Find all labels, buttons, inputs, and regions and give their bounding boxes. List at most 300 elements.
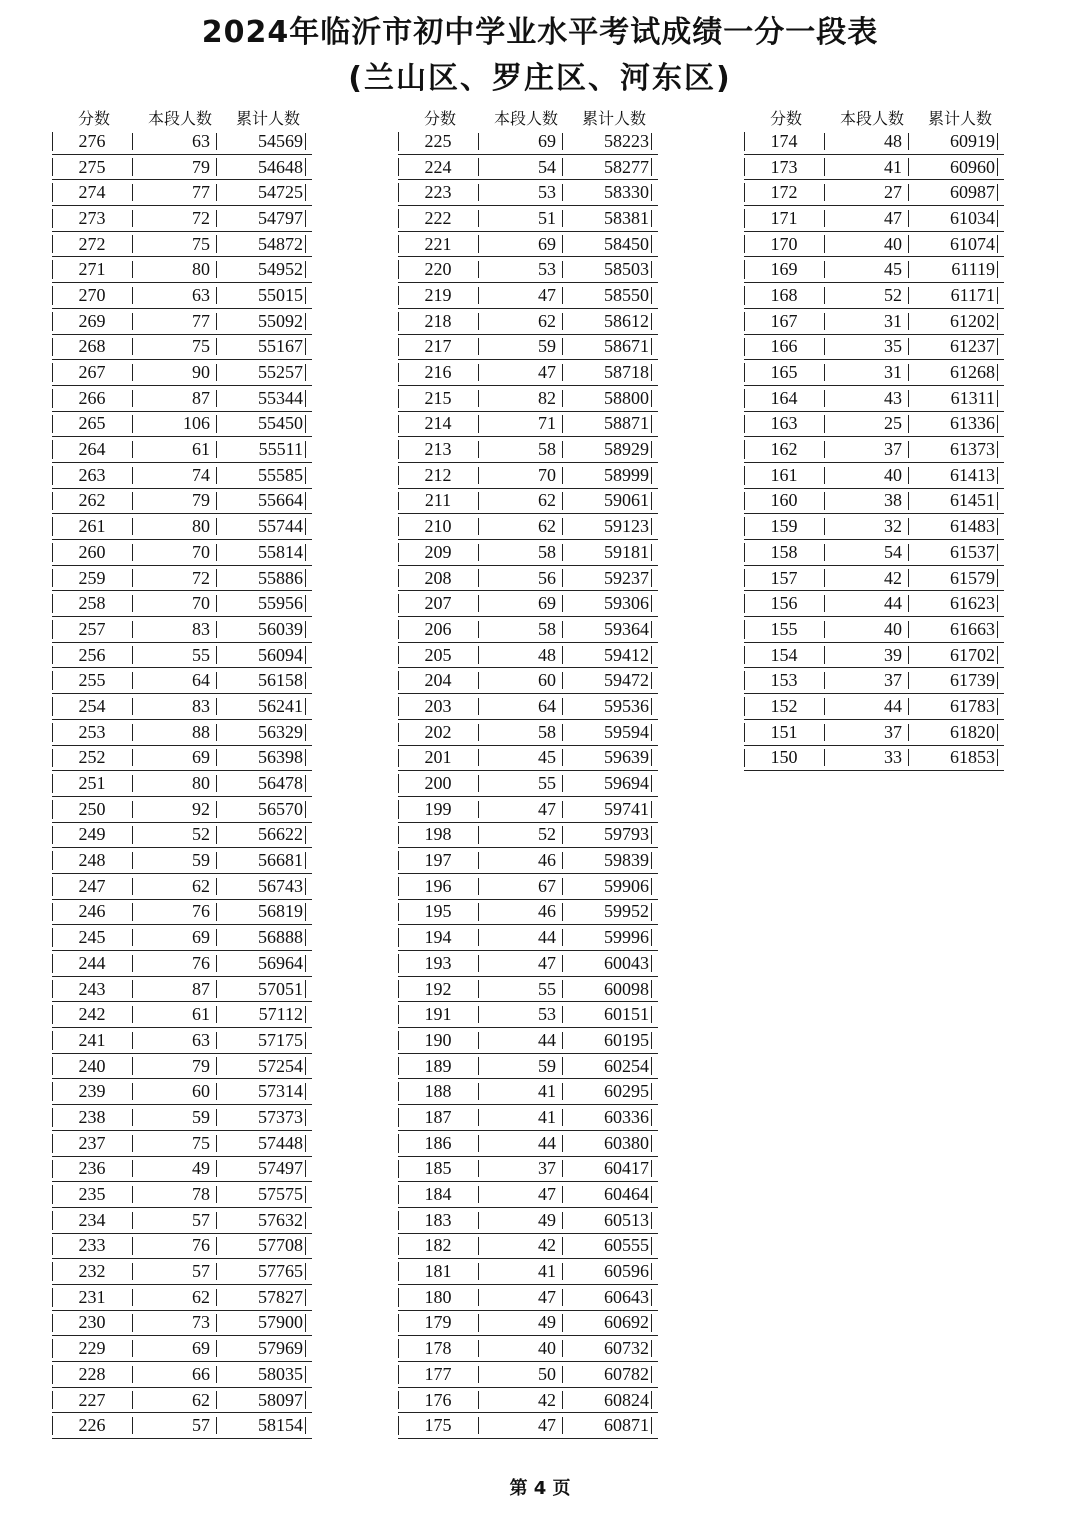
cell-segment-count: 41 <box>478 1083 562 1100</box>
cell-segment-count: 37 <box>824 724 908 741</box>
cell-score: 232 <box>78 1261 106 1282</box>
cell-score: 202 <box>424 721 452 742</box>
cell-cumulative-count: 54648 <box>216 158 306 175</box>
cell-cumulative-count: 58718 <box>562 364 652 381</box>
table-row <box>398 309 658 335</box>
table-row <box>398 1336 658 1362</box>
cell-score: 215 <box>424 387 452 408</box>
cell-score: 238 <box>78 1106 106 1127</box>
cell-segment-count: 87 <box>132 980 216 997</box>
table-row <box>52 360 312 386</box>
cell-cumulative-count: 57765 <box>216 1263 306 1280</box>
cell-score: 158 <box>770 541 798 562</box>
cell-cumulative-count: 59952 <box>562 903 652 920</box>
table-header <box>52 104 312 129</box>
cell-cumulative-count: 57575 <box>216 1186 306 1203</box>
cell-segment-count: 45 <box>478 749 562 766</box>
table-row <box>52 1311 312 1337</box>
table-row <box>398 386 658 412</box>
cell-score: 261 <box>78 516 106 537</box>
cell-segment-count: 72 <box>132 569 216 586</box>
cell-cumulative-count: 61739 <box>908 672 998 689</box>
cell-segment-count: 53 <box>478 1006 562 1023</box>
cell-segment-count: 62 <box>132 878 216 895</box>
cell-cumulative-count: 61237 <box>908 338 998 355</box>
cell-cumulative-count: 58330 <box>562 184 652 201</box>
table-row <box>52 386 312 412</box>
table-row <box>52 489 312 515</box>
cell-cumulative-count: 60987 <box>908 184 998 201</box>
table-row <box>52 1157 312 1183</box>
cell-score: 203 <box>424 695 452 716</box>
cell-cumulative-count: 58223 <box>562 133 652 150</box>
cell-score: 240 <box>78 1055 106 1076</box>
cell-score: 239 <box>78 1081 106 1102</box>
cell-cumulative-count: 56888 <box>216 929 306 946</box>
cell-score: 162 <box>770 439 798 460</box>
cell-segment-count: 32 <box>824 518 908 535</box>
table-row <box>744 412 1004 438</box>
cell-segment-count: 47 <box>478 1289 562 1306</box>
cell-score: 159 <box>770 516 798 537</box>
cell-segment-count: 59 <box>478 1057 562 1074</box>
table-row <box>398 900 658 926</box>
cell-score: 157 <box>770 567 798 588</box>
table-row <box>398 643 658 669</box>
cell-score: 180 <box>424 1286 452 1307</box>
cell-segment-count: 62 <box>132 1391 216 1408</box>
cell-score: 220 <box>424 259 452 280</box>
cell-cumulative-count: 54872 <box>216 235 306 252</box>
cell-segment-count: 47 <box>478 955 562 972</box>
table-row <box>52 848 312 874</box>
cell-segment-count: 37 <box>824 672 908 689</box>
cell-score: 173 <box>770 156 798 177</box>
table-row <box>744 335 1004 361</box>
cell-segment-count: 48 <box>824 133 908 150</box>
table-header <box>744 104 1004 129</box>
cell-score: 213 <box>424 439 452 460</box>
cell-segment-count: 25 <box>824 415 908 432</box>
cell-cumulative-count: 56094 <box>216 646 306 663</box>
cell-segment-count: 58 <box>478 544 562 561</box>
cell-cumulative-count: 60692 <box>562 1314 652 1331</box>
cell-segment-count: 76 <box>132 903 216 920</box>
table-row <box>398 694 658 720</box>
cell-cumulative-count: 57969 <box>216 1340 306 1357</box>
cell-score: 186 <box>424 1132 452 1153</box>
cell-cumulative-count: 55167 <box>216 338 306 355</box>
cell-segment-count: 49 <box>132 1160 216 1177</box>
cell-cumulative-count: 57497 <box>216 1160 306 1177</box>
cell-score: 241 <box>78 1029 106 1050</box>
cell-cumulative-count: 61119 <box>908 261 998 278</box>
cell-cumulative-count: 61483 <box>908 518 998 535</box>
cell-score: 221 <box>424 233 452 254</box>
table-row <box>744 257 1004 283</box>
cell-cumulative-count: 54569 <box>216 133 306 150</box>
table-row <box>744 566 1004 592</box>
cell-cumulative-count: 59996 <box>562 929 652 946</box>
cell-segment-count: 69 <box>132 1340 216 1357</box>
cell-score: 226 <box>78 1415 106 1436</box>
cell-cumulative-count: 55344 <box>216 390 306 407</box>
cell-cumulative-count: 60732 <box>562 1340 652 1357</box>
cell-score: 218 <box>424 310 452 331</box>
cell-segment-count: 57 <box>132 1263 216 1280</box>
table-row <box>744 463 1004 489</box>
cell-score: 276 <box>78 130 106 151</box>
cell-cumulative-count: 56158 <box>216 672 306 689</box>
cell-score: 229 <box>78 1338 106 1359</box>
table-row <box>398 1105 658 1131</box>
cell-segment-count: 83 <box>132 621 216 638</box>
table-row <box>398 1002 658 1028</box>
table-row <box>52 1131 312 1157</box>
cell-score: 198 <box>424 824 452 845</box>
cell-segment-count: 44 <box>478 1135 562 1152</box>
cell-segment-count: 76 <box>132 1237 216 1254</box>
cell-cumulative-count: 61702 <box>908 646 998 663</box>
table-row <box>52 1002 312 1028</box>
table-row <box>52 720 312 746</box>
cell-score: 167 <box>770 310 798 331</box>
cell-segment-count: 80 <box>132 775 216 792</box>
cell-cumulative-count: 56570 <box>216 801 306 818</box>
cell-score: 235 <box>78 1184 106 1205</box>
table-row <box>52 951 312 977</box>
cell-cumulative-count: 60596 <box>562 1263 652 1280</box>
cell-cumulative-count: 57373 <box>216 1109 306 1126</box>
table-row <box>398 1413 658 1439</box>
table-row <box>52 668 312 694</box>
cell-segment-count: 47 <box>478 801 562 818</box>
table-row <box>398 925 658 951</box>
cell-cumulative-count: 61853 <box>908 749 998 766</box>
cell-segment-count: 79 <box>132 158 216 175</box>
header-segment-count: 本段人数 <box>493 109 558 128</box>
cell-segment-count: 37 <box>478 1160 562 1177</box>
cell-cumulative-count: 60151 <box>562 1006 652 1023</box>
cell-score: 254 <box>78 695 106 716</box>
cell-cumulative-count: 60871 <box>562 1417 652 1434</box>
table-row <box>52 1054 312 1080</box>
table-row <box>52 925 312 951</box>
cell-score: 177 <box>424 1363 452 1384</box>
cell-score: 272 <box>78 233 106 254</box>
table-row <box>744 617 1004 643</box>
table-row <box>52 1182 312 1208</box>
cell-segment-count: 67 <box>478 878 562 895</box>
cell-score: 231 <box>78 1286 106 1307</box>
cell-segment-count: 88 <box>132 724 216 741</box>
cell-cumulative-count: 56743 <box>216 878 306 895</box>
cell-score: 178 <box>424 1338 452 1359</box>
cell-cumulative-count: 58929 <box>562 441 652 458</box>
cell-cumulative-count: 61373 <box>908 441 998 458</box>
cell-segment-count: 40 <box>824 621 908 638</box>
cell-cumulative-count: 57175 <box>216 1032 306 1049</box>
cell-score: 257 <box>78 618 106 639</box>
table-header <box>398 104 658 129</box>
cell-score: 192 <box>424 978 452 999</box>
cell-score: 264 <box>78 439 106 460</box>
cell-cumulative-count: 60643 <box>562 1289 652 1306</box>
cell-segment-count: 31 <box>824 364 908 381</box>
cell-cumulative-count: 54797 <box>216 210 306 227</box>
cell-score: 209 <box>424 541 452 562</box>
cell-segment-count: 40 <box>478 1340 562 1357</box>
table-row <box>52 463 312 489</box>
cell-segment-count: 63 <box>132 1032 216 1049</box>
cell-cumulative-count: 59594 <box>562 724 652 741</box>
cell-segment-count: 75 <box>132 1135 216 1152</box>
cell-segment-count: 62 <box>132 1289 216 1306</box>
cell-segment-count: 41 <box>824 158 908 175</box>
table-row <box>744 540 1004 566</box>
cell-cumulative-count: 59694 <box>562 775 652 792</box>
table-row <box>52 617 312 643</box>
cell-segment-count: 64 <box>478 698 562 715</box>
table-row <box>398 1182 658 1208</box>
cell-score: 210 <box>424 516 452 537</box>
header-cumulative-count: 累计人数 <box>581 109 646 128</box>
table-row <box>398 232 658 258</box>
cell-cumulative-count: 61268 <box>908 364 998 381</box>
cell-segment-count: 77 <box>132 313 216 330</box>
cell-score: 214 <box>424 413 452 434</box>
cell-cumulative-count: 55015 <box>216 287 306 304</box>
table-row <box>744 155 1004 181</box>
cell-cumulative-count: 61074 <box>908 235 998 252</box>
cell-segment-count: 62 <box>478 313 562 330</box>
cell-score: 195 <box>424 901 452 922</box>
cell-cumulative-count: 59839 <box>562 852 652 869</box>
cell-cumulative-count: 55664 <box>216 492 306 509</box>
cell-cumulative-count: 61537 <box>908 544 998 561</box>
cell-segment-count: 92 <box>132 801 216 818</box>
cell-cumulative-count: 56622 <box>216 826 306 843</box>
cell-cumulative-count: 61311 <box>908 390 998 407</box>
table-row <box>398 489 658 515</box>
cell-segment-count: 80 <box>132 261 216 278</box>
cell-segment-count: 63 <box>132 287 216 304</box>
table-row <box>398 951 658 977</box>
table-row <box>744 668 1004 694</box>
table-row <box>398 155 658 181</box>
cell-score: 179 <box>424 1312 452 1333</box>
table-row <box>52 977 312 1003</box>
cell-score: 185 <box>424 1158 452 1179</box>
table-row <box>398 720 658 746</box>
cell-cumulative-count: 57900 <box>216 1314 306 1331</box>
cell-cumulative-count: 61783 <box>908 698 998 715</box>
table-row <box>744 309 1004 335</box>
cell-score: 245 <box>78 927 106 948</box>
table-row <box>398 283 658 309</box>
table-row <box>398 129 658 155</box>
cell-score: 160 <box>770 490 798 511</box>
cell-cumulative-count: 60295 <box>562 1083 652 1100</box>
table-row <box>52 1285 312 1311</box>
cell-cumulative-count: 61413 <box>908 467 998 484</box>
cell-cumulative-count: 55511 <box>216 441 306 458</box>
cell-segment-count: 69 <box>132 749 216 766</box>
cell-cumulative-count: 55744 <box>216 518 306 535</box>
cell-segment-count: 72 <box>132 210 216 227</box>
cell-score: 194 <box>424 927 452 948</box>
table-row <box>744 643 1004 669</box>
cell-segment-count: 74 <box>132 467 216 484</box>
table-row <box>52 437 312 463</box>
table-row <box>52 591 312 617</box>
cell-score: 200 <box>424 773 452 794</box>
cell-score: 211 <box>424 490 452 511</box>
cell-cumulative-count: 59793 <box>562 826 652 843</box>
cell-segment-count: 58 <box>478 441 562 458</box>
cell-score: 175 <box>424 1415 452 1436</box>
table-row <box>398 1131 658 1157</box>
table-row <box>398 1079 658 1105</box>
cell-segment-count: 56 <box>478 569 562 586</box>
table-row <box>52 540 312 566</box>
cell-cumulative-count: 59906 <box>562 878 652 895</box>
cell-cumulative-count: 55450 <box>216 415 306 432</box>
cell-segment-count: 43 <box>824 390 908 407</box>
cell-score: 152 <box>770 695 798 716</box>
cell-cumulative-count: 56039 <box>216 621 306 638</box>
table-row <box>398 1311 658 1337</box>
cell-segment-count: 75 <box>132 338 216 355</box>
cell-segment-count: 44 <box>478 929 562 946</box>
cell-cumulative-count: 58503 <box>562 261 652 278</box>
table-row <box>744 514 1004 540</box>
cell-cumulative-count: 59061 <box>562 492 652 509</box>
cell-cumulative-count: 59536 <box>562 698 652 715</box>
cell-segment-count: 47 <box>824 210 908 227</box>
cell-score: 258 <box>78 593 106 614</box>
cell-score: 169 <box>770 259 798 280</box>
cell-score: 223 <box>424 182 452 203</box>
cell-cumulative-count: 56964 <box>216 955 306 972</box>
cell-segment-count: 59 <box>478 338 562 355</box>
cell-score: 150 <box>770 747 798 768</box>
cell-segment-count: 40 <box>824 467 908 484</box>
cell-score: 176 <box>424 1389 452 1410</box>
cell-cumulative-count: 57254 <box>216 1057 306 1074</box>
cell-segment-count: 42 <box>824 569 908 586</box>
cell-score: 189 <box>424 1055 452 1076</box>
table-row <box>398 874 658 900</box>
cell-segment-count: 38 <box>824 492 908 509</box>
table-row <box>52 874 312 900</box>
cell-cumulative-count: 56681 <box>216 852 306 869</box>
cell-score: 249 <box>78 824 106 845</box>
table-row <box>398 591 658 617</box>
cell-cumulative-count: 61336 <box>908 415 998 432</box>
header-segment-count: 本段人数 <box>147 109 212 128</box>
table-row <box>744 489 1004 515</box>
cell-cumulative-count: 56819 <box>216 903 306 920</box>
cell-cumulative-count: 58999 <box>562 467 652 484</box>
cell-segment-count: 75 <box>132 235 216 252</box>
cell-cumulative-count: 58671 <box>562 338 652 355</box>
cell-segment-count: 61 <box>132 441 216 458</box>
cell-cumulative-count: 58450 <box>562 235 652 252</box>
table-row <box>398 1285 658 1311</box>
cell-cumulative-count: 57827 <box>216 1289 306 1306</box>
table-row <box>744 283 1004 309</box>
cell-segment-count: 77 <box>132 184 216 201</box>
cell-cumulative-count: 59639 <box>562 749 652 766</box>
cell-segment-count: 41 <box>478 1109 562 1126</box>
cell-segment-count: 62 <box>478 492 562 509</box>
cell-segment-count: 40 <box>824 235 908 252</box>
cell-score: 156 <box>770 593 798 614</box>
table-row <box>52 1208 312 1234</box>
table-row <box>52 283 312 309</box>
cell-score: 201 <box>424 747 452 768</box>
cell-segment-count: 106 <box>132 415 216 432</box>
cell-cumulative-count: 58550 <box>562 287 652 304</box>
cell-score: 274 <box>78 182 106 203</box>
cell-score: 208 <box>424 567 452 588</box>
cell-score: 187 <box>424 1106 452 1127</box>
cell-score: 151 <box>770 721 798 742</box>
cell-segment-count: 54 <box>478 158 562 175</box>
cell-segment-count: 44 <box>824 595 908 612</box>
table-row <box>52 180 312 206</box>
cell-cumulative-count: 58154 <box>216 1417 306 1434</box>
cell-cumulative-count: 60555 <box>562 1237 652 1254</box>
table-row <box>398 848 658 874</box>
table-row <box>52 694 312 720</box>
table-row <box>744 746 1004 772</box>
table-row <box>398 823 658 849</box>
cell-cumulative-count: 54725 <box>216 184 306 201</box>
cell-score: 191 <box>424 1004 452 1025</box>
cell-cumulative-count: 58381 <box>562 210 652 227</box>
cell-cumulative-count: 61579 <box>908 569 998 586</box>
table-body <box>744 129 1004 771</box>
table-row <box>52 1105 312 1131</box>
score-table-column-1 <box>52 104 312 1439</box>
cell-score: 259 <box>78 567 106 588</box>
table-row <box>52 1079 312 1105</box>
cell-score: 172 <box>770 182 798 203</box>
cell-segment-count: 47 <box>478 1417 562 1434</box>
cell-score: 237 <box>78 1132 106 1153</box>
cell-segment-count: 76 <box>132 955 216 972</box>
table-row <box>52 1413 312 1439</box>
cell-segment-count: 87 <box>132 390 216 407</box>
cell-cumulative-count: 59472 <box>562 672 652 689</box>
cell-score: 183 <box>424 1209 452 1230</box>
table-row <box>52 1259 312 1285</box>
cell-score: 252 <box>78 747 106 768</box>
table-row <box>744 386 1004 412</box>
cell-cumulative-count: 61451 <box>908 492 998 509</box>
cell-segment-count: 51 <box>478 210 562 227</box>
cell-cumulative-count: 58035 <box>216 1366 306 1383</box>
cell-score: 168 <box>770 284 798 305</box>
cell-segment-count: 80 <box>132 518 216 535</box>
table-row <box>52 1362 312 1388</box>
cell-segment-count: 44 <box>824 698 908 715</box>
table-row <box>52 1028 312 1054</box>
cell-score: 227 <box>78 1389 106 1410</box>
cell-segment-count: 33 <box>824 749 908 766</box>
